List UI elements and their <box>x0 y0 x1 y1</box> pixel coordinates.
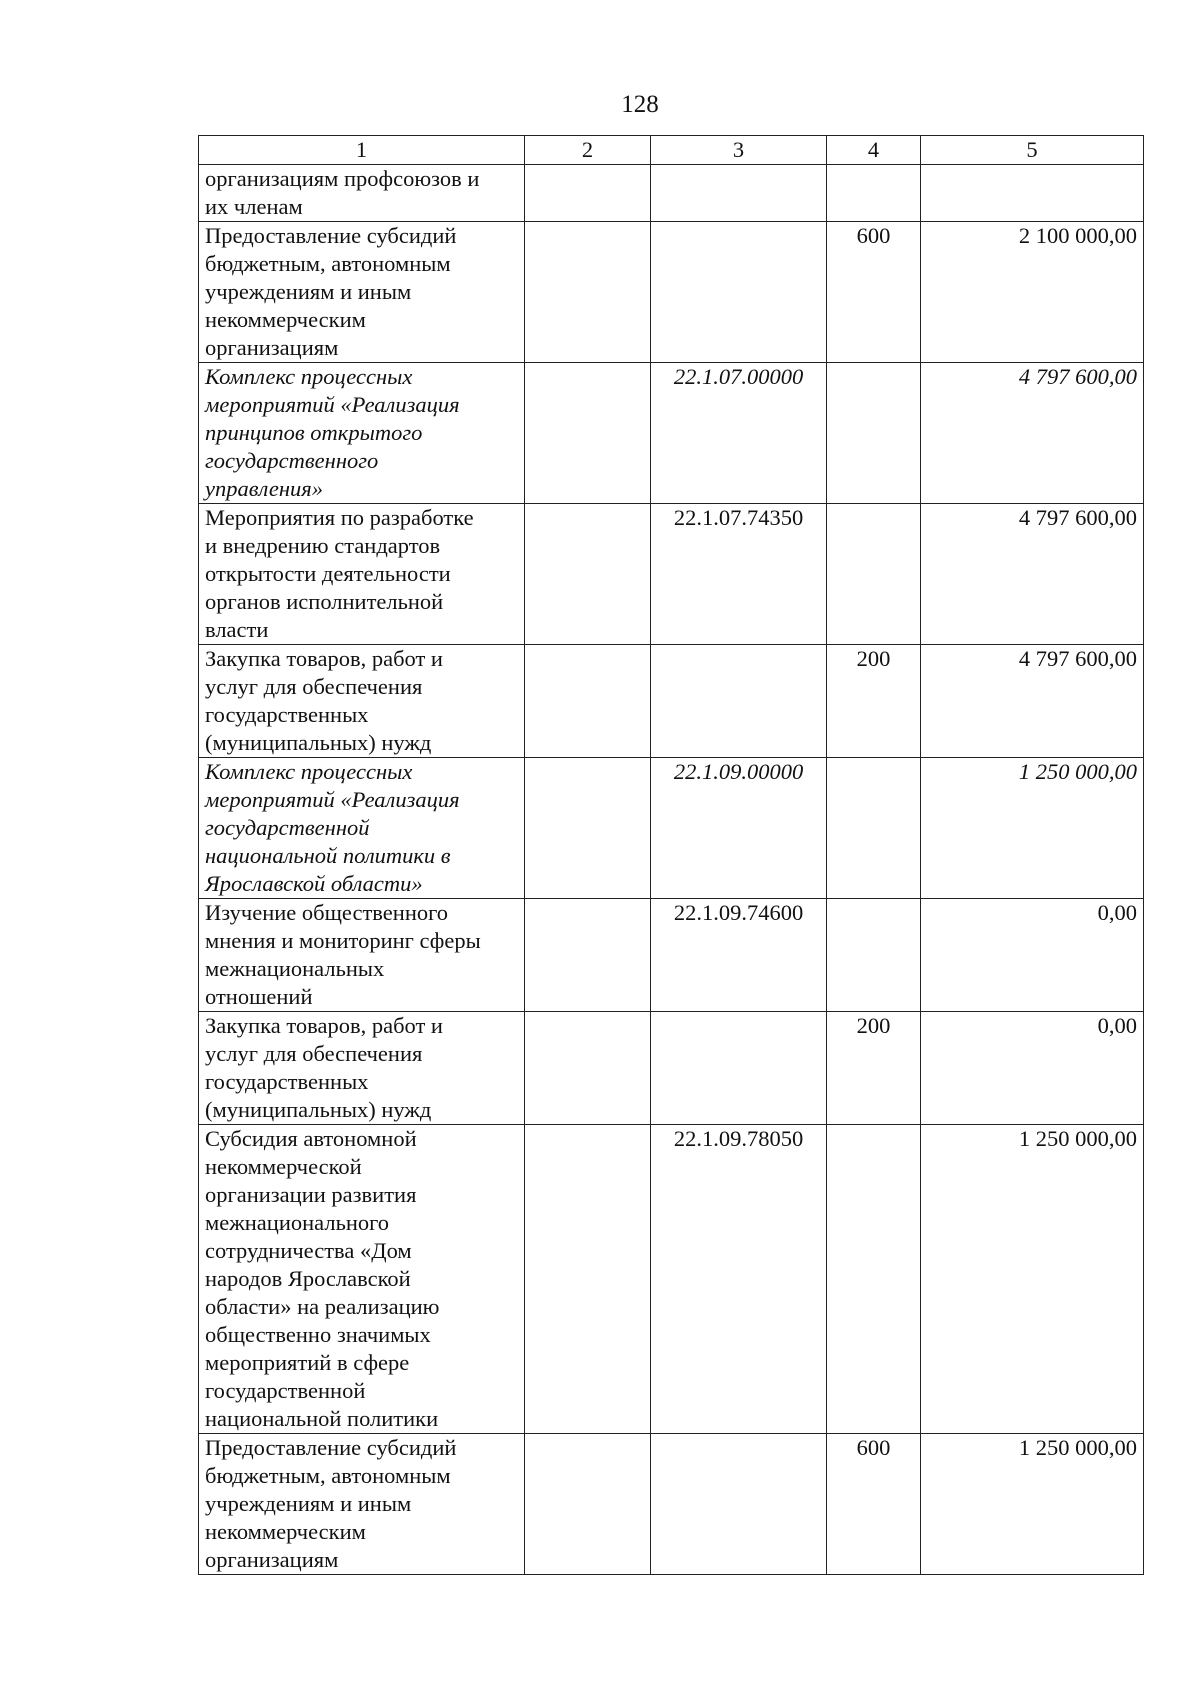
target-code-cell: 22.1.07.00000 <box>651 363 827 504</box>
target-code-cell: 22.1.07.74350 <box>651 504 827 645</box>
table-body <box>199 165 1144 1575</box>
target-code-cell <box>651 1434 827 1575</box>
expense-type-cell <box>827 504 921 645</box>
expense-name-cell: Изучение общественного мнения и мониторинг сферы межнациональных отношений <box>199 899 525 1012</box>
expense-name-cell: Предоставление субсидий бюджетным, автономным учреждениям и иным некоммерческим организациям <box>199 222 525 363</box>
expense-type-cell: 600 <box>827 222 921 363</box>
amount-cell: 4 797 600,00 <box>921 504 1144 645</box>
expense-type-cell <box>827 363 921 504</box>
program-row <box>199 363 1144 504</box>
expense-type-cell <box>827 165 921 222</box>
amount-cell: 1 250 000,00 <box>921 758 1144 899</box>
target-code-cell <box>651 222 827 363</box>
expense-name-cell: Закупка товаров, работ и услуг для обеспечения государственных (муниципальных) нужд <box>199 1012 525 1125</box>
budget-table <box>198 135 1144 1575</box>
amount-cell <box>921 165 1144 222</box>
column-header-4: 4 <box>827 136 921 165</box>
column-2-cell <box>525 363 651 504</box>
table-row <box>199 1012 1144 1125</box>
column-2-cell <box>525 899 651 1012</box>
target-code-cell: 22.1.09.78050 <box>651 1125 827 1434</box>
amount-cell: 0,00 <box>921 1012 1144 1125</box>
column-2-cell <box>525 758 651 899</box>
amount-cell: 0,00 <box>921 899 1144 1012</box>
column-header-1: 1 <box>199 136 525 165</box>
amount-cell: 2 100 000,00 <box>921 222 1144 363</box>
expense-name-cell: Комплекс процессных мероприятий «Реализация государственной национальной политики в Ярославской области» <box>199 758 525 899</box>
target-code-cell <box>651 165 827 222</box>
column-2-cell <box>525 1125 651 1434</box>
amount-cell: 1 250 000,00 <box>921 1125 1144 1434</box>
table-row <box>199 504 1144 645</box>
column-header-2: 2 <box>525 136 651 165</box>
target-code-cell: 22.1.09.00000 <box>651 758 827 899</box>
column-number-row <box>199 136 1144 165</box>
table-row <box>199 645 1144 758</box>
program-row <box>199 758 1144 899</box>
expense-type-cell <box>827 758 921 899</box>
table-row <box>199 222 1144 363</box>
table-row <box>199 1125 1144 1434</box>
expense-type-cell: 200 <box>827 645 921 758</box>
expense-type-cell <box>827 899 921 1012</box>
column-2-cell <box>525 1012 651 1125</box>
page-number: 128 <box>621 91 659 118</box>
target-code-cell <box>651 1012 827 1125</box>
expense-name-cell: Предоставление субсидий бюджетным, автономным учреждениям и иным некоммерческим организациям <box>199 1434 525 1575</box>
column-header-3: 3 <box>651 136 827 165</box>
expense-name-cell: Комплекс процессных мероприятий «Реализация принципов открытого государственного управления» <box>199 363 525 504</box>
target-code-cell <box>651 645 827 758</box>
table-row <box>199 1434 1144 1575</box>
column-header-5: 5 <box>921 136 1144 165</box>
column-2-cell <box>525 504 651 645</box>
amount-cell: 4 797 600,00 <box>921 645 1144 758</box>
table-row <box>199 899 1144 1012</box>
expense-name-cell: организациям профсоюзов и их членам <box>199 165 525 222</box>
target-code-cell: 22.1.09.74600 <box>651 899 827 1012</box>
expense-name-cell: Закупка товаров, работ и услуг для обеспечения государственных (муниципальных) нужд <box>199 645 525 758</box>
amount-cell: 4 797 600,00 <box>921 363 1144 504</box>
column-2-cell <box>525 1434 651 1575</box>
expense-name-cell: Мероприятия по разработке и внедрению стандартов открытости деятельности органов исполнительной власти <box>199 504 525 645</box>
expense-type-cell: 600 <box>827 1434 921 1575</box>
expense-name-cell: Субсидия автономной некоммерческой организации развития межнационального сотрудничества «Дом народов Ярославской области» на реализацию общественно значимых мероприятий в сфере государственной национальной политики <box>199 1125 525 1434</box>
column-2-cell <box>525 645 651 758</box>
expense-type-cell: 200 <box>827 1012 921 1125</box>
expense-type-cell <box>827 1125 921 1434</box>
column-2-cell <box>525 165 651 222</box>
table-row <box>199 165 1144 222</box>
column-2-cell <box>525 222 651 363</box>
amount-cell: 1 250 000,00 <box>921 1434 1144 1575</box>
